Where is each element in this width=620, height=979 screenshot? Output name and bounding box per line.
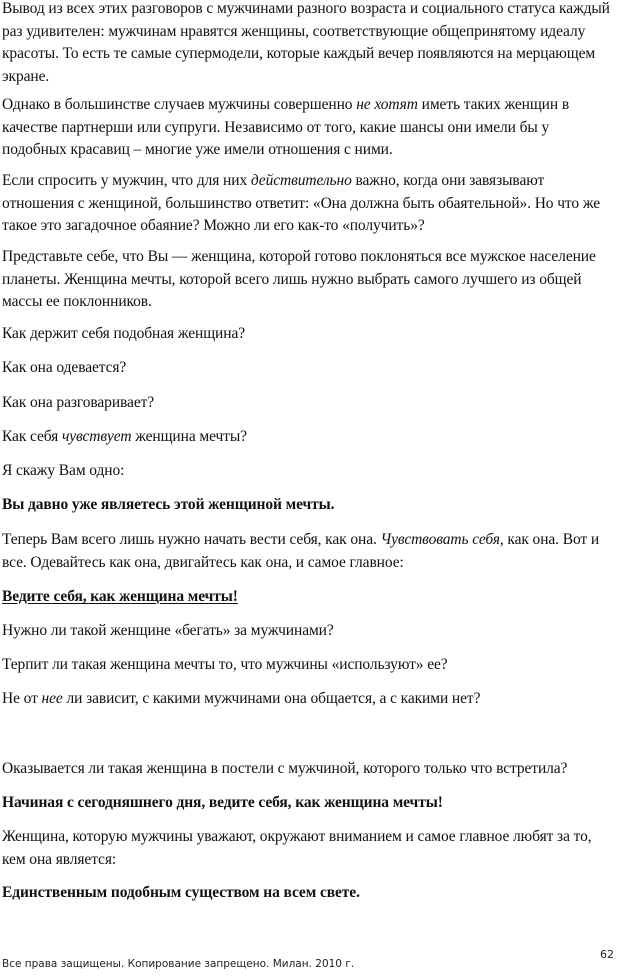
paragraph-charm: Если спросить у мужчин, что для них действительно важно, когда они завязывают отношения с женщиной, большинство ответит: «Она должна быть обаятельной». Но что же такое это загадочное обаяние? Можно ли его как-то «получить»? (2, 172, 601, 234)
emphasis-text: Чувствовать себя (380, 531, 500, 548)
paragraph-question-behave: Как держит себя подобная женщина? (2, 325, 246, 342)
paragraph-behave-like-her: Теперь Вам всего лишь нужно начать вести себя, как она. Чувствовать себя, как она. Вот и все. Одевайтесь как она, двигайтесь как она, и самое главное: (2, 531, 600, 571)
paragraph-question-depends: Не от нее ли зависит, с какими мужчинами она общается, а с какими нет? (2, 690, 481, 707)
emphasis-text: действительно (250, 172, 352, 189)
emphasis-text: не хотят (356, 96, 418, 113)
paragraph-question-tolerate: Терпит ли такая женщина мечты то, что мужчины «используют» ее? (2, 656, 448, 673)
paragraph-question-bed: Оказывается ли такая женщина в постели с мужчиной, которого только что встретила? (2, 760, 568, 777)
paragraph-question-talk: Как она разговаривает? (2, 394, 155, 411)
paragraph-conclusion: Вывод из всех этих разговоров с мужчинами разного возраста и социального статуса каждый раз удивителен: мужчинам нравятся женщины, соответствующие общепринятому идеалу красоты. То есть те самые супермодели, которые каждый вечер появляются на мерцающем экране. (2, 0, 610, 85)
paragraph-tell-you: Я скажу Вам одно: (2, 462, 125, 479)
paragraph-imagine: Представьте себе, что Вы — женщина, которой готово поклоняться все мужское население планеты. Женщина мечты, которой всего лишь нужно выбрать самого лучшего из общей массы ее поклонников. (2, 248, 596, 310)
paragraph-not-want: Однако в большинстве случаев мужчины совершенно не хотят иметь таких женщин в качестве партнерши или супруги. Независимо от того, какие шансы они имели бы у подобных красавиц – многие уже имели отношения с ними. (2, 96, 570, 158)
paragraph-behave-heading: Ведите себя, как женщина мечты! (2, 588, 238, 605)
paragraph-unique-being: Единственным подобным существом на всем свете. (2, 884, 360, 901)
emphasis-text: нее (41, 690, 63, 707)
paragraph-respected-woman: Женщина, которую мужчины уважают, окружают вниманием и самое главное любят за то, кем она является: (2, 828, 592, 868)
paragraph-starting-today: Начиная с сегодняшнего дня, ведите себя, как женщина мечты! (2, 794, 443, 811)
page-number: 62 (600, 948, 614, 961)
paragraph-question-run: Нужно ли такой женщине «бегать» за мужчинами? (2, 622, 334, 639)
paragraph-you-are-dream-woman: Вы давно уже являетесь этой женщиной мечты. (2, 496, 335, 513)
emphasis-text: чувствует (61, 428, 132, 445)
paragraph-question-dress: Как она одевается? (2, 359, 127, 376)
paragraph-question-feel: Как себя чувствует женщина мечты? (2, 428, 247, 445)
footer-copyright: Все права защищены. Копирование запрещено. Милан. 2010 г. (2, 958, 355, 970)
